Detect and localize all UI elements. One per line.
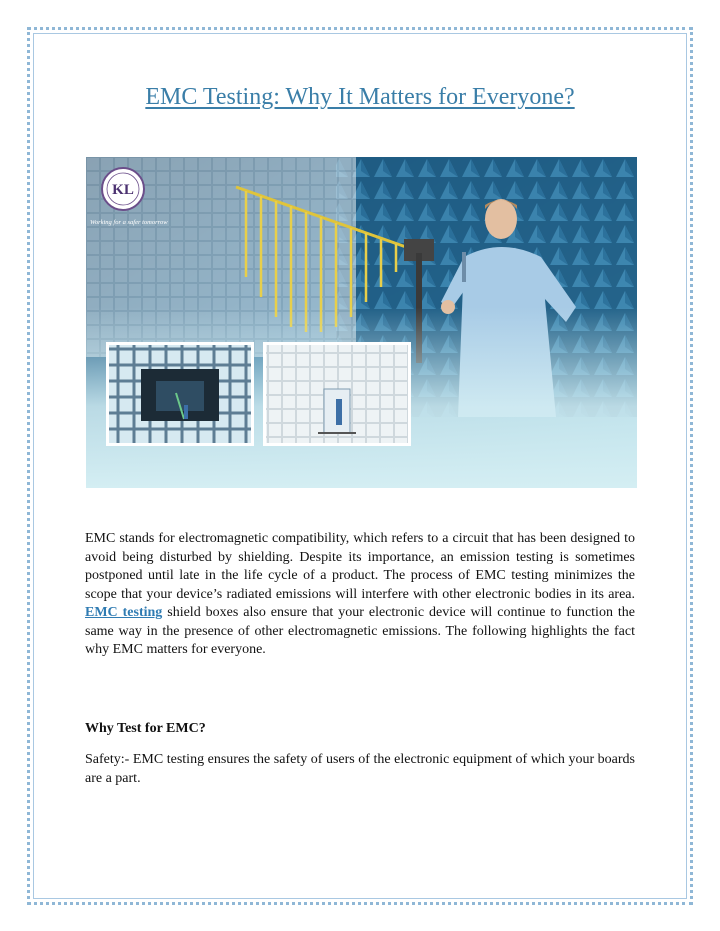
- safety-paragraph: Safety:- EMC testing ensures the safety of users of the electronic equipment of which your boards are a part.: [85, 752, 635, 786]
- hero-image: [86, 157, 637, 488]
- intro-text-before-link: EMC stands for electromagnetic compatibility, which refers to a circuit that has been designed to avoid being disturbed by shielding. Despite its importance, an emission testing is sometimes postponed until late in the life cycle of a product. The process of EMC testing minimizes the scope that your device’s radiated emissions will interfere with other electronic bodies in its area.: [85, 531, 635, 602]
- intro-text-after-link: shield boxes also ensure that your electronic device will continue to function the same way in the presence of other electromagnetic emissions. The following highlights the fact why EMC matters for everyone.: [85, 605, 636, 657]
- intro-paragraph: [85, 530, 635, 660]
- inset-photo-chamber-white: [263, 342, 411, 446]
- emc-testing-link[interactable]: EMC testing: [85, 605, 163, 620]
- svg-text:Working for a safer tomorrow: Working for a safer tomorrow: [90, 219, 168, 226]
- inset-photo-chamber-blue: [106, 342, 254, 446]
- document-title: EMC Testing: Why It Matters for Everyone?: [145, 84, 575, 110]
- section-heading: Why Test for EMC?: [85, 721, 206, 736]
- svg-text:KL: KL: [112, 182, 134, 198]
